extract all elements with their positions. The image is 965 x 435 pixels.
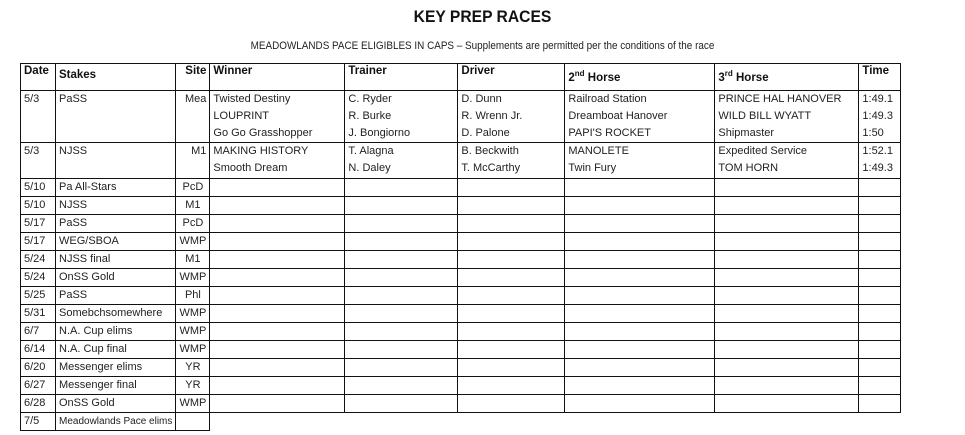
- header-second-num: 2: [568, 71, 575, 84]
- site-cell: WMP: [176, 305, 210, 323]
- driver-cell: [458, 91, 565, 143]
- site-cell: Phl: [176, 287, 210, 305]
- stakes-cell: [56, 91, 176, 143]
- stakes-cell: [56, 143, 176, 179]
- table-row-final: [21, 413, 901, 431]
- winner-cell: [210, 179, 345, 197]
- date-cell: 6/27: [21, 377, 56, 395]
- trainer-value: C. Ryder: [348, 93, 392, 105]
- time-cell: [859, 395, 901, 413]
- winner-value: Go Go Grasshopper: [213, 127, 313, 139]
- stakes-cell: Messenger elims: [56, 359, 176, 377]
- driver-cell: [458, 197, 565, 215]
- time-value: 1:49.1: [862, 93, 893, 105]
- time-cell: [859, 143, 901, 179]
- second-horse-cell: [565, 305, 715, 323]
- header-third-horse: [715, 64, 859, 91]
- header-trainer: Trainer: [345, 64, 458, 91]
- date-cell: 5/17: [21, 233, 56, 251]
- trainer-cell: [345, 377, 458, 395]
- site-value: Mea: [184, 93, 207, 105]
- site-cell: M1: [176, 251, 210, 269]
- driver-value: B. Beckwith: [461, 145, 519, 157]
- date-cell: [21, 143, 56, 179]
- winner-cell: [210, 323, 345, 341]
- second-horse-cell: [565, 197, 715, 215]
- table-row: [21, 341, 901, 359]
- driver-cell: [458, 269, 565, 287]
- trainer-value: R. Burke: [348, 110, 392, 122]
- driver-cell: [458, 179, 565, 197]
- third-horse-value: TOM HORN: [718, 162, 779, 174]
- winner-cell: [210, 395, 345, 413]
- table-row: [21, 179, 901, 197]
- second-horse-cell: [565, 323, 715, 341]
- stakes-cell: N.A. Cup final: [56, 341, 176, 359]
- site-cell: PcD: [176, 179, 210, 197]
- stakes-value: NJSS: [59, 145, 88, 157]
- trainer-cell: [345, 341, 458, 359]
- winner-cell: [210, 269, 345, 287]
- trainer-cell: [345, 269, 458, 287]
- driver-cell: [458, 341, 565, 359]
- trainer-cell: [345, 251, 458, 269]
- site-cell: WMP: [176, 341, 210, 359]
- table-row: [21, 305, 901, 323]
- date-cell: 6/20: [21, 359, 56, 377]
- empty-space: [859, 413, 901, 431]
- third-horse-cell: [715, 341, 859, 359]
- third-horse-cell: [715, 215, 859, 233]
- site-cell: YR: [176, 359, 210, 377]
- table-row: [21, 395, 901, 413]
- third-horse-cell: [715, 377, 859, 395]
- table-row: [21, 377, 901, 395]
- site-value: M1: [191, 145, 207, 157]
- third-horse-cell: [715, 359, 859, 377]
- winner-cell: [210, 143, 345, 179]
- second-horse-value: Twin Fury: [568, 162, 617, 174]
- table-row: [21, 143, 901, 179]
- stakes-cell: OnSS Gold: [56, 395, 176, 413]
- third-horse-cell: [715, 197, 859, 215]
- trainer-cell: [345, 287, 458, 305]
- date-value: 5/3: [24, 93, 40, 105]
- third-horse-cell: [715, 91, 859, 143]
- trainer-cell: [345, 91, 458, 143]
- stakes-cell: PaSS: [56, 287, 176, 305]
- site-cell: WMP: [176, 323, 210, 341]
- header-date: Date: [21, 64, 56, 91]
- second-horse-cell: [565, 377, 715, 395]
- table-row: [21, 215, 901, 233]
- header-second-horse: [565, 64, 715, 91]
- header-site: Site: [176, 64, 210, 91]
- table-row: [21, 359, 901, 377]
- winner-cell: [210, 91, 345, 143]
- key-prep-races-table: [20, 63, 901, 431]
- header-third-sup: rd: [724, 69, 733, 78]
- driver-value: T. McCarthy: [461, 162, 521, 174]
- second-horse-cell: [565, 287, 715, 305]
- second-horse-cell: [565, 91, 715, 143]
- trainer-cell: [345, 143, 458, 179]
- table-row: [21, 269, 901, 287]
- stakes-cell: NJSS final: [56, 251, 176, 269]
- table-row: [21, 197, 901, 215]
- time-cell: [859, 91, 901, 143]
- winner-cell: [210, 305, 345, 323]
- second-horse-value: Dreamboat Hanover: [568, 110, 668, 122]
- third-horse-value: WILD BILL WYATT: [718, 110, 812, 122]
- date-cell: 6/14: [21, 341, 56, 359]
- third-horse-cell: [715, 251, 859, 269]
- time-cell: [859, 359, 901, 377]
- trainer-cell: [345, 323, 458, 341]
- stakes-cell: NJSS: [56, 197, 176, 215]
- third-horse-cell: [715, 395, 859, 413]
- winner-value: Twisted Destiny: [213, 93, 291, 105]
- stakes-cell: Somebchsomewhere: [56, 305, 176, 323]
- trainer-value: N. Daley: [348, 162, 391, 174]
- driver-cell: [458, 359, 565, 377]
- second-horse-value: Railroad Station: [568, 93, 647, 105]
- date-cell: 5/25: [21, 287, 56, 305]
- winner-cell: [210, 233, 345, 251]
- second-horse-cell: [565, 395, 715, 413]
- time-cell: [859, 377, 901, 395]
- site-cell: YR: [176, 377, 210, 395]
- date-cell: 6/28: [21, 395, 56, 413]
- driver-cell: [458, 305, 565, 323]
- driver-value: R. Wrenn Jr.: [461, 110, 523, 122]
- driver-cell: [458, 323, 565, 341]
- header-driver: Driver: [458, 64, 565, 91]
- empty-space: [715, 413, 859, 431]
- third-horse-cell: [715, 233, 859, 251]
- trainer-cell: [345, 359, 458, 377]
- header-time: Time: [859, 64, 901, 91]
- third-horse-cell: [715, 179, 859, 197]
- second-horse-cell: [565, 143, 715, 179]
- stakes-cell: WEG/SBOA: [56, 233, 176, 251]
- third-horse-value: Expedited Service: [718, 145, 808, 157]
- winner-cell: [210, 287, 345, 305]
- winner-cell: [210, 197, 345, 215]
- stakes-cell: Meadowlands Pace elims: [56, 413, 176, 431]
- table-row: [21, 91, 901, 143]
- header-third-label: Horse: [732, 71, 769, 84]
- table-row: [21, 251, 901, 269]
- time-value: 1:50: [862, 127, 884, 139]
- time-cell: [859, 197, 901, 215]
- date-cell: 7/5: [21, 413, 56, 431]
- stakes-cell: Messenger final: [56, 377, 176, 395]
- stakes-value: PaSS: [59, 93, 88, 105]
- trainer-cell: [345, 395, 458, 413]
- driver-cell: [458, 287, 565, 305]
- third-horse-value: PRINCE HAL HANOVER: [718, 93, 842, 105]
- trainer-value: T. Alagna: [348, 145, 394, 157]
- third-horse-cell: [715, 323, 859, 341]
- third-horse-cell: [715, 305, 859, 323]
- site-cell: M1: [176, 197, 210, 215]
- trainer-value: J. Bongiorno: [348, 127, 411, 139]
- time-cell: [859, 179, 901, 197]
- winner-cell: [210, 341, 345, 359]
- time-cell: [859, 251, 901, 269]
- header-second-sup: nd: [574, 69, 585, 78]
- stakes-cell: OnSS Gold: [56, 269, 176, 287]
- time-cell: [859, 305, 901, 323]
- header-row: [21, 64, 901, 91]
- winner-cell: [210, 377, 345, 395]
- time-cell: [859, 323, 901, 341]
- second-horse-value: PAPI'S ROCKET: [568, 127, 651, 139]
- third-horse-value: Shipmaster: [718, 127, 775, 139]
- time-cell: [859, 215, 901, 233]
- date-cell: 6/7: [21, 323, 56, 341]
- stakes-cell: PaSS: [56, 215, 176, 233]
- winner-cell: [210, 215, 345, 233]
- third-horse-cell: [715, 269, 859, 287]
- table-row: [21, 233, 901, 251]
- third-horse-cell: [715, 143, 859, 179]
- time-cell: [859, 341, 901, 359]
- stakes-cell: N.A. Cup elims: [56, 323, 176, 341]
- driver-cell: [458, 251, 565, 269]
- winner-value: MAKING HISTORY: [213, 145, 309, 157]
- date-cell: 5/31: [21, 305, 56, 323]
- time-cell: [859, 287, 901, 305]
- driver-cell: [458, 395, 565, 413]
- second-horse-cell: [565, 251, 715, 269]
- site-cell: PcD: [176, 215, 210, 233]
- driver-value: D. Dunn: [461, 93, 502, 105]
- header-third-num: 3: [718, 71, 725, 84]
- page-title: KEY PREP RACES: [413, 7, 552, 26]
- header-winner: Winner: [210, 64, 345, 91]
- time-value: 1:49.3: [862, 162, 893, 174]
- second-horse-cell: [565, 215, 715, 233]
- table-row: [21, 287, 901, 305]
- trainer-cell: [345, 233, 458, 251]
- winner-value: Smooth Dream: [213, 162, 288, 174]
- date-cell: [21, 91, 56, 143]
- header-second-label: Horse: [584, 71, 621, 84]
- trainer-cell: [345, 197, 458, 215]
- date-cell: 5/24: [21, 269, 56, 287]
- driver-cell: [458, 215, 565, 233]
- date-cell: 5/10: [21, 179, 56, 197]
- time-value: 1:49.3: [862, 110, 893, 122]
- empty-space: [210, 413, 345, 431]
- trainer-cell: [345, 179, 458, 197]
- second-horse-value: MANOLETE: [568, 145, 629, 157]
- time-cell: [859, 269, 901, 287]
- driver-value: D. Palone: [461, 127, 510, 139]
- second-horse-cell: [565, 179, 715, 197]
- second-horse-cell: [565, 233, 715, 251]
- driver-cell: [458, 233, 565, 251]
- winner-cell: [210, 251, 345, 269]
- header-stakes: Stakes: [56, 64, 176, 91]
- empty-space: [345, 413, 458, 431]
- date-value: 5/3: [24, 145, 40, 157]
- page-subtitle: MEADOWLANDS PACE ELIGIBLES IN CAPS – Supplements are permitted per the conditions of the race: [250, 40, 715, 52]
- second-horse-cell: [565, 359, 715, 377]
- site-cell: WMP: [176, 269, 210, 287]
- date-cell: 5/17: [21, 215, 56, 233]
- site-cell: [176, 413, 210, 431]
- empty-space: [565, 413, 715, 431]
- table-row: [21, 323, 901, 341]
- driver-cell: [458, 377, 565, 395]
- trainer-cell: [345, 215, 458, 233]
- second-horse-cell: [565, 341, 715, 359]
- site-cell: [176, 143, 210, 179]
- date-cell: 5/10: [21, 197, 56, 215]
- site-cell: [176, 91, 210, 143]
- driver-cell: [458, 143, 565, 179]
- date-cell: 5/24: [21, 251, 56, 269]
- time-value: 1:52.1: [862, 145, 893, 157]
- winner-value: LOUPRINT: [213, 110, 270, 122]
- trainer-cell: [345, 305, 458, 323]
- winner-cell: [210, 359, 345, 377]
- site-cell: WMP: [176, 233, 210, 251]
- site-cell: WMP: [176, 395, 210, 413]
- time-cell: [859, 233, 901, 251]
- stakes-cell: Pa All-Stars: [56, 179, 176, 197]
- third-horse-cell: [715, 287, 859, 305]
- second-horse-cell: [565, 269, 715, 287]
- empty-space: [458, 413, 565, 431]
